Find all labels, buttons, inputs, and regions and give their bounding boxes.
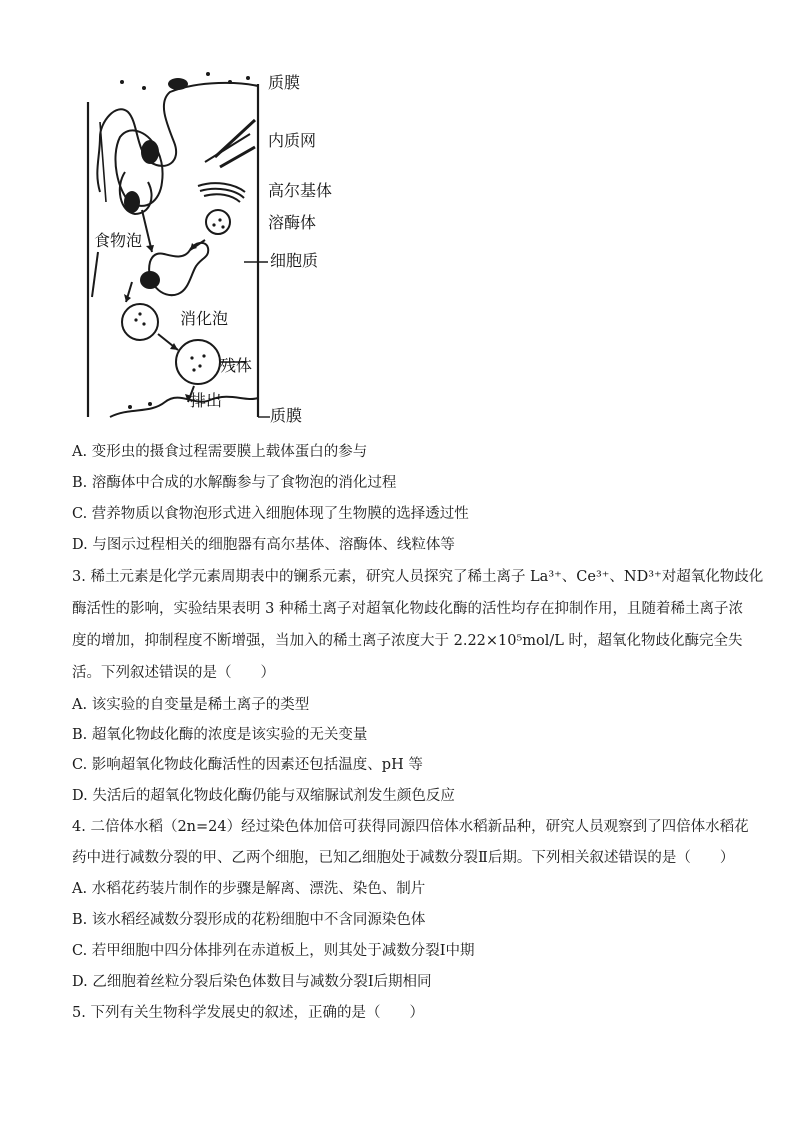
q4-option-c: C. 若甲细胞中四分体排列在赤道板上，则其处于减数分裂Ⅰ中期 — [72, 943, 475, 959]
label-er: 内质网 — [268, 131, 317, 150]
q3-option-a: A. 该实验的自变量是稀土离子的类型 — [72, 697, 310, 713]
amoeba-digestion-diagram — [70, 62, 390, 432]
label-excretion: 排出 — [190, 391, 223, 410]
q3-option-c: C. 影响超氧化物歧化酶活性的因素还包括温度、pH 等 — [72, 757, 423, 773]
label-food-vacuole: 食物泡 — [94, 231, 143, 250]
label-lysosome: 溶酶体 — [268, 213, 317, 232]
q2-option-d: D. 与图示过程相关的细胞器有高尔基体、溶酶体、线粒体等 — [72, 537, 455, 553]
q3-stem-line-1: 3. 稀土元素是化学元素周期表中的镧系元素，研究人员探究了稀土离子 La³⁺、Ce³⁺、ND³⁺对超氧化物歧化 — [72, 569, 764, 585]
q3-option-d: D. 失活后的超氧化物歧化酶仍能与双缩脲试剂发生颜色反应 — [72, 788, 455, 804]
label-cytoplasm: 细胞质 — [270, 251, 319, 270]
label-membrane-bottom: 质膜 — [270, 406, 303, 425]
q2-option-c: C. 营养物质以食物泡形式进入细胞体现了生物膜的选择透过性 — [72, 506, 469, 522]
label-digestive-vacuole: 消化泡 — [180, 309, 229, 328]
q2-option-a: A. 变形虫的摄食过程需要膜上载体蛋白的参与 — [72, 444, 368, 460]
q2-option-b: B. 溶酶体中合成的水解酶参与了食物泡的消化过程 — [72, 475, 397, 491]
q5-stem: 5. 下列有关生物科学发展史的叙述，正确的是（ ） — [72, 1005, 424, 1021]
label-membrane-top: 质膜 — [268, 73, 301, 92]
q4-option-b: B. 该水稻经减数分裂形成的花粉细胞中不含同源染色体 — [72, 912, 426, 928]
label-residual-body: 残体 — [220, 356, 253, 375]
q4-stem-line-1: 4. 二倍体水稻（2n=24）经过染色体加倍可获得同源四倍体水稻新品种，研究人员观察到了四倍体水稻花 — [72, 819, 749, 835]
q4-stem-line-2: 药中进行减数分裂的甲、乙两个细胞，已知乙细胞处于减数分裂Ⅱ后期。下列相关叙述错误的是（ ） — [72, 850, 735, 866]
q3-option-b: B. 超氧化物歧化酶的浓度是该实验的无关变量 — [72, 727, 368, 743]
q4-option-a: A. 水稻花药装片制作的步骤是解离、漂洗、染色、制片 — [72, 881, 426, 897]
label-golgi: 高尔基体 — [268, 181, 333, 200]
q3-stem-line-2: 酶活性的影响，实验结果表明 3 种稀土离子对超氧化物歧化酶的活性均存在抑制作用，且随着稀土离子浓 — [72, 601, 743, 617]
q4-option-d: D. 乙细胞着丝粒分裂后染色体数目与减数分裂Ⅰ后期相同 — [72, 974, 432, 990]
q3-stem-line-3: 度的增加，抑制程度不断增强，当加入的稀土离子浓度大于 2.22×10⁵mol/L 时，超氧化物歧化酶完全失 — [72, 633, 743, 649]
q3-stem-line-4: 活。下列叙述错误的是（ ） — [72, 665, 275, 681]
